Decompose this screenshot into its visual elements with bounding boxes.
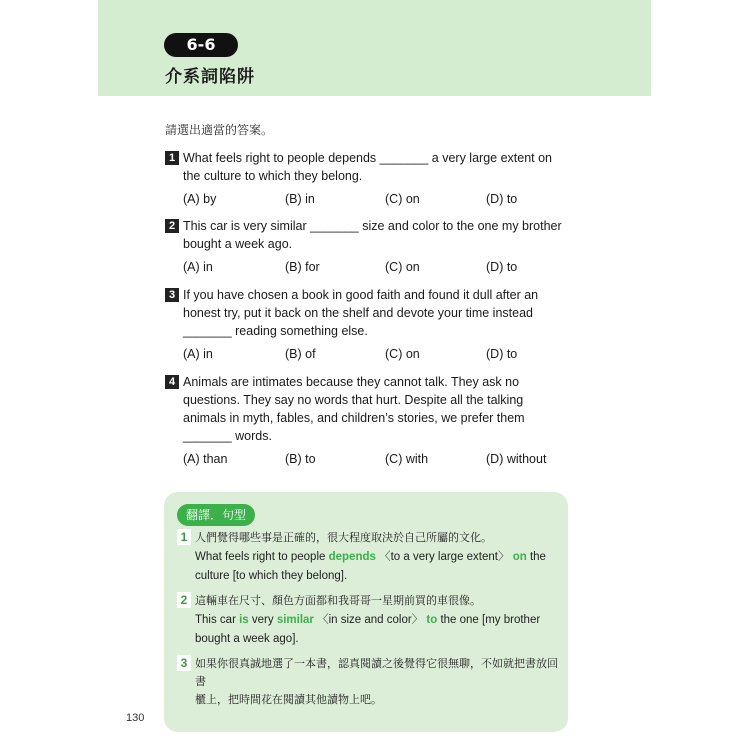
answer-option[interactable]: (D) to <box>486 192 518 206</box>
sentence-text: What feels right to people <box>195 551 329 563</box>
chinese-translation <box>195 655 560 709</box>
answer-option[interactable]: (C) with <box>385 452 429 466</box>
answer-option[interactable]: (C) on <box>385 260 420 274</box>
translation-box <box>164 492 568 732</box>
question-text <box>183 149 568 185</box>
question-line: Animals are intimates because they cannot talk. They ask no <box>183 375 520 389</box>
answer-option[interactable]: (D) to <box>486 260 518 274</box>
sentence-text: 〈in size and color〉 <box>313 614 427 626</box>
sentence-text: bought a week ago]. <box>195 633 299 645</box>
question-line: _______ reading something else. <box>183 324 368 338</box>
chinese-translation <box>195 592 560 610</box>
english-line <box>195 630 560 649</box>
english-line <box>195 548 560 567</box>
section-number-badge: 6-6 <box>164 33 238 57</box>
highlighted-keyword: to <box>426 614 438 626</box>
question-line: _______ words. <box>183 429 272 443</box>
sentence-text: This car <box>195 614 240 626</box>
answer-option[interactable]: (A) by <box>183 192 217 206</box>
question-number: 4 <box>165 375 179 389</box>
question-line: bought a week ago. <box>183 237 293 251</box>
sentence-text: 〈to a very large extent〉 <box>375 551 513 563</box>
chinese-line: 櫃上，把時間花在閱讀其他讀物上吧。 <box>195 693 382 706</box>
english-line <box>195 611 560 630</box>
question-line: questions. They say no words that hurt. Despite all the talking <box>183 393 524 407</box>
question-number: 2 <box>165 219 179 233</box>
answer-option[interactable]: (B) of <box>285 347 316 361</box>
answer-option[interactable]: (A) in <box>183 260 213 274</box>
answer-option[interactable]: (C) on <box>385 192 420 206</box>
translation-number: 2 <box>177 592 191 608</box>
question-line: What feels right to people depends _______ a very large extent on <box>183 151 553 165</box>
answer-option[interactable]: (A) in <box>183 347 213 361</box>
sentence-text: the <box>526 551 546 563</box>
question-text <box>183 373 568 445</box>
question-line: This car is very similar _______ size and color to the one my brother <box>183 219 562 233</box>
translation-number: 3 <box>177 655 191 671</box>
question-line: animals in myth, fables, and children’s stories, we prefer them <box>183 411 525 425</box>
question-number: 3 <box>165 288 179 302</box>
question-text <box>183 217 568 253</box>
sentence-text: the one [my brother <box>437 614 541 626</box>
instruction-text: 請選出適當的答案。 <box>165 123 274 137</box>
answer-option[interactable]: (C) on <box>385 347 420 361</box>
question-number: 1 <box>165 151 179 165</box>
sentence-text: culture [to which they belong]. <box>195 570 348 582</box>
answer-option[interactable]: (B) to <box>285 452 316 466</box>
highlighted-keyword: depends <box>328 551 376 563</box>
question-line: If you have chosen a book in good faith and found it dull after an <box>183 288 539 302</box>
section-title: 介系詞陷阱 <box>165 67 255 87</box>
question-line: the culture to which they belong. <box>183 169 363 183</box>
translation-number: 1 <box>177 529 191 545</box>
english-sentence <box>195 611 560 649</box>
highlighted-keyword: is <box>239 614 249 626</box>
answer-option[interactable]: (A) than <box>183 452 228 466</box>
english-sentence <box>195 548 560 586</box>
answer-option[interactable]: (B) for <box>285 260 320 274</box>
answer-option[interactable]: (D) without <box>486 452 547 466</box>
chinese-line: 如果你很真誠地選了一本書，認真閱讀之後覺得它很無聊，不如就把書放回書 <box>195 657 558 688</box>
sentence-text: very <box>248 614 277 626</box>
highlighted-keyword: on <box>512 551 527 563</box>
section-header <box>98 0 651 96</box>
answer-option[interactable]: (B) in <box>285 192 315 206</box>
question-text <box>183 286 568 340</box>
chinese-line: 這輛車在尺寸、顏色方面都和我哥哥一星期前買的車很像。 <box>195 594 481 607</box>
english-line <box>195 567 560 586</box>
translation-badge: 翻譯．句型 <box>177 504 255 526</box>
chinese-line: 人們覺得哪些事是正確的，很大程度取決於自己所屬的文化。 <box>195 531 492 544</box>
page-number: 130 <box>126 712 145 724</box>
answer-option[interactable]: (D) to <box>486 347 518 361</box>
question-line: honest try, put it back on the shelf and devote your time instead <box>183 306 533 320</box>
chinese-translation <box>195 529 560 547</box>
highlighted-keyword: similar <box>276 614 314 626</box>
